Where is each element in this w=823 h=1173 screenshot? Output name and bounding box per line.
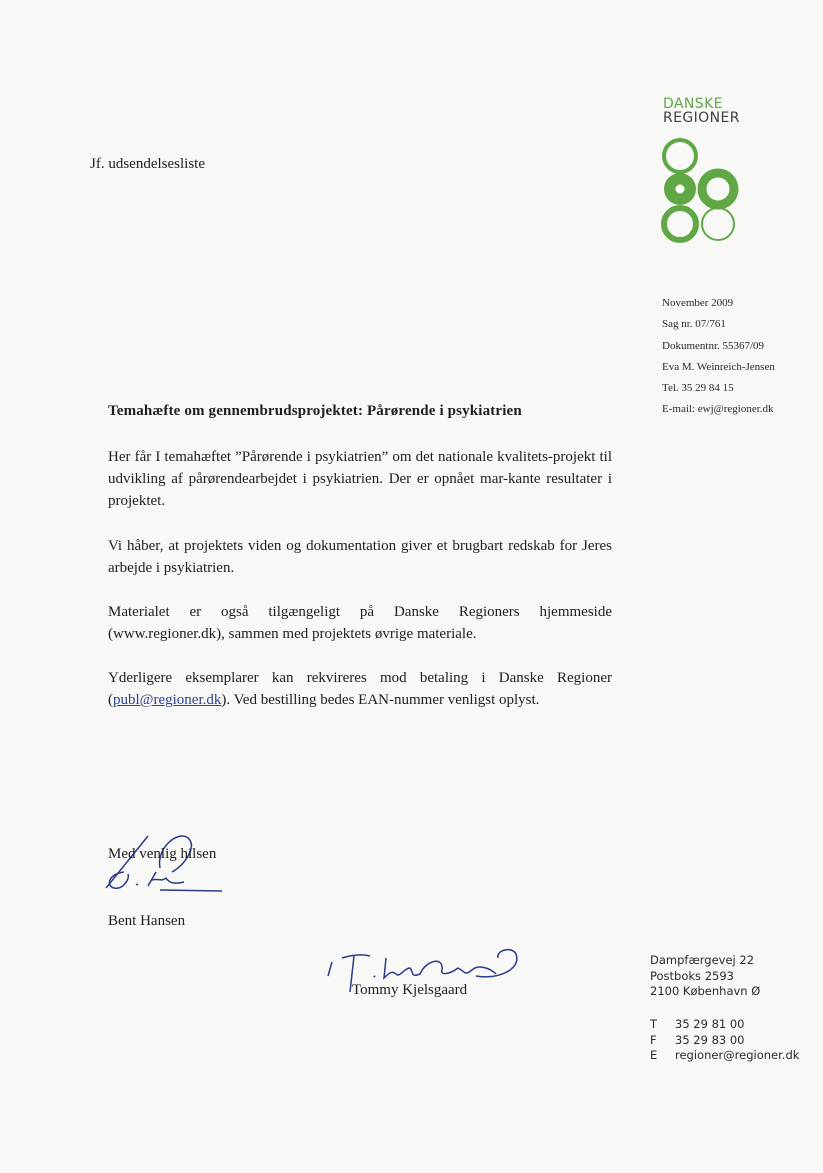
- contact-email-value[interactable]: regioner@regioner.dk: [675, 1048, 800, 1062]
- email-link[interactable]: publ@regioner.dk: [113, 692, 222, 708]
- contact-phone-label: T: [650, 1017, 658, 1031]
- contact-fax-value: 35 29 83 00: [675, 1032, 745, 1047]
- body-paragraph-2: Vi håber, at projektets viden og dokumentation giver et brugbart redskab for Jeres arbejde i psykiatrien.: [108, 538, 612, 576]
- body-paragraph-4: [108, 667, 612, 711]
- meta-document-number: Dokumentnr. 55367/09: [662, 339, 765, 352]
- contact-email-row: [650, 1048, 799, 1064]
- footer-address: [650, 953, 760, 1000]
- body-paragraph-1: Her får I temahæftet ”Pårørende i psykiatrien” om det nationale kvalitets-projekt til udvikling af pårørendearbejdet i psykiatrien. Der er opnået mar-kante resultater i projektet.: [108, 449, 612, 509]
- footer-contact: [650, 1017, 799, 1064]
- body-paragraph-4-start: Yderligere eksemplarer kan rekvireres mod betaling i Danske Regioner (: [108, 670, 612, 708]
- letter-heading: Temahæfte om gennembrudsprojektet: Pårørende i psykiatrien: [108, 403, 522, 419]
- logo-line-danske: DANSKE: [663, 96, 723, 112]
- contact-phone-value: 35 29 81 00: [675, 1017, 745, 1031]
- body-paragraph-3: Materialet er også tilgængeligt på Danske Regioners hjemmeside (www.regioner.dk), sammen med projektets øvrige materiale.: [108, 604, 612, 642]
- contact-email-label: E: [650, 1048, 658, 1062]
- recipient-line: Jf. udsendelsesliste: [90, 156, 205, 172]
- address-street: Dampfærgevej 22: [650, 953, 755, 967]
- signature-bent-hansen: [100, 828, 230, 898]
- logo-line-regioner: REGIONER: [663, 110, 740, 126]
- contact-fax-row: [650, 1033, 799, 1049]
- contact-fax-label: F: [650, 1032, 657, 1047]
- meta-block: [662, 293, 775, 421]
- circles-logo-icon: [660, 136, 742, 246]
- meta-date: November 2009: [662, 297, 734, 309]
- closing-line: Med venlig hilsen: [108, 846, 217, 862]
- signer-name-2: Tommy Kjelsgaard: [352, 982, 468, 998]
- body-paragraph-4-end: ). Ved bestilling bedes EAN-nummer venligst oplyst.: [221, 692, 540, 708]
- address-pobox: Postboks 2593: [650, 968, 734, 983]
- meta-phone: Tel. 35 29 84 15: [662, 382, 734, 395]
- meta-case-number: Sag nr. 07/761: [662, 318, 726, 331]
- address-city: 2100 København Ø: [650, 984, 761, 998]
- signer-name-1: Bent Hansen: [108, 913, 186, 929]
- meta-contact-name: Eva M. Weinreich-Jensen: [662, 360, 775, 373]
- meta-email: E-mail: ewj@regioner.dk: [662, 403, 774, 416]
- contact-phone-row: [650, 1017, 799, 1033]
